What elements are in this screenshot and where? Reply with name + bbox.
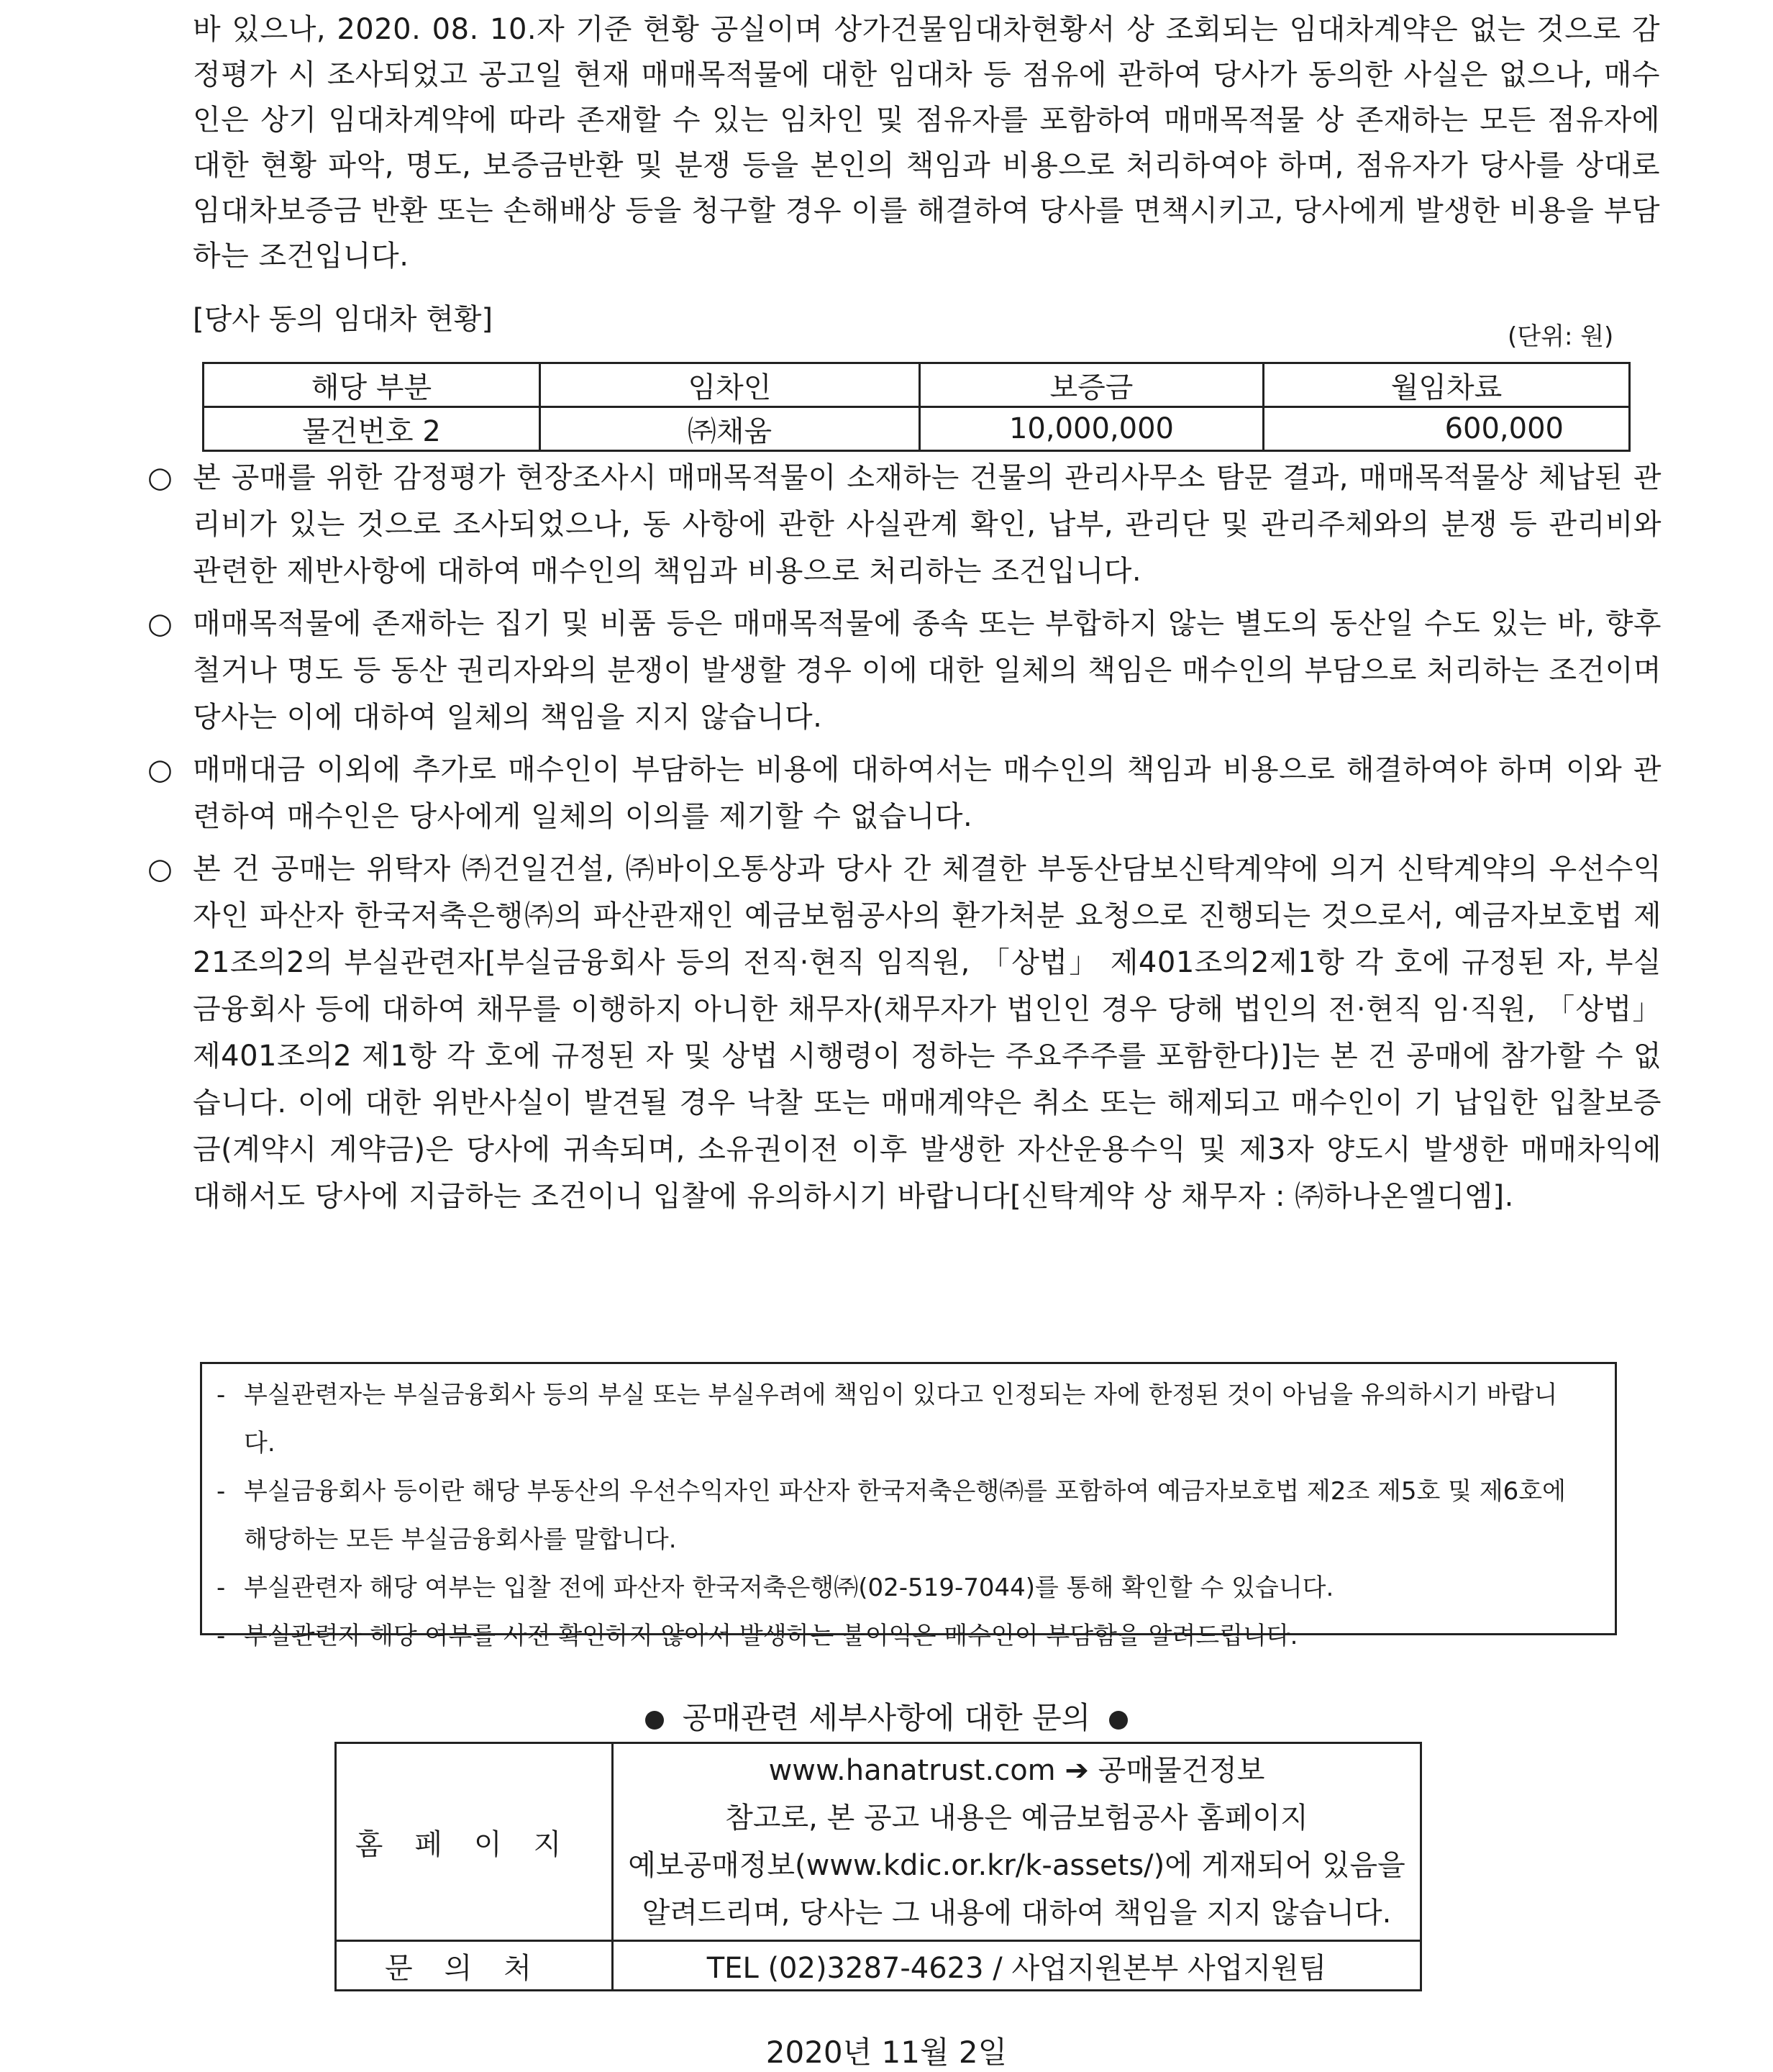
homepage-note-line: 예보공매정보(www.kdic.or.kr/k-assets/)에 게재되어 있음을	[628, 1849, 1405, 1882]
unit-label: (단위: 원)	[1508, 322, 1614, 351]
dash-bullet: -	[217, 1622, 226, 1650]
table-cell: 10,000,000	[920, 407, 1264, 451]
contact-table	[334, 1742, 1422, 1991]
contact-row	[336, 1941, 1421, 1991]
note-item	[217, 1564, 1572, 1612]
dash-bullet: -	[217, 1381, 226, 1409]
lease-table	[202, 362, 1631, 452]
table-row	[204, 407, 1630, 451]
circle-bullet-icon: ○	[147, 753, 173, 786]
homepage-link[interactable]: www.hanatrust.com ➔ 공매물건정보	[768, 1754, 1265, 1787]
homepage-info-cell	[613, 1743, 1421, 1941]
homepage-row	[336, 1743, 1421, 1941]
note-item	[217, 1612, 1572, 1660]
condition-list	[147, 455, 1662, 1226]
document-date: 2020년 11월 2일	[765, 2035, 1008, 2070]
list-item	[147, 747, 1662, 840]
note-text: 부실관련자 해당 여부를 사전 확인하지 않아서 발생하는 불이익은 매수인이 부담함을 알려드립니다.	[244, 1622, 1298, 1650]
list-item-text: 본 공매를 위한 감정평가 현장조사시 매매목적물이 소재하는 건물의 관리사무소 탐문 결과, 매매목적물상 체납된 관리비가 있는 것으로 조사되었으나, 동 사항에 관한 사실관계 확인, 납부, 관리단 및 관리주체와의 분쟁 등 관리비와 관련한 제반사항에 대하여 매수인의 책임과 비용으로 처리하는 조건입니다.	[193, 461, 1662, 588]
homepage-note-line: 참고로, 본 공고 내용은 예금보험공사 홈페이지	[725, 1801, 1308, 1835]
list-item-text: 매매목적물에 존재하는 집기 및 비품 등은 매매목적물에 종속 또는 부합하지 않는 별도의 동산일 수도 있는 바, 향후 철거나 명도 등 동산 권리자와의 분쟁이 발생할 경우 이에 대한 일체의 책임은 매수인의 부담으로 처리하는 조건이며 당사는 이에 대하여 일체의 책임을 지지 않습니다.	[193, 607, 1662, 734]
homepage-label: 홈페이지	[355, 1827, 593, 1861]
inquiry-title-text: 공매관련 세부사항에 대한 문의	[682, 1700, 1091, 1735]
contact-label-cell	[336, 1941, 613, 1991]
notice-box	[200, 1362, 1617, 1650]
circle-bullet-icon: ○	[147, 607, 173, 640]
note-item	[217, 1371, 1572, 1468]
lease-section-heading: [당사 동의 임대차 현황]	[193, 303, 493, 336]
list-item	[147, 846, 1662, 1220]
table-cell: 600,000	[1264, 407, 1630, 451]
contact-label: 문의처	[385, 1951, 563, 1985]
table-cell: ㈜채움	[540, 407, 920, 451]
note-item	[217, 1468, 1572, 1564]
homepage-label-cell	[336, 1743, 613, 1941]
circle-bullet-icon: ○	[147, 461, 173, 494]
note-text: 부실관련자 해당 여부는 입찰 전에 파산자 한국저축은행㈜(02-519-7044)를 통해 확인할 수 있습니다.	[244, 1573, 1334, 1602]
dash-bullet: -	[217, 1573, 226, 1602]
homepage-note-line: 알려드리며, 당사는 그 내용에 대하여 책임을 지지 않습니다.	[642, 1896, 1392, 1930]
list-item-text: 본 건 공매는 위탁자 ㈜건일건설, ㈜바이오통상과 당사 간 체결한 부동산담보신탁계약에 의거 신탁계약의 우선수익자인 파산자 한국저축은행㈜의 파산관재인 예금보험공사의 환가처분 요청으로 진행되는 것으로서, 예금자보호법 제21조의2의 부실관련자[부실금융회사 등의 전직·현직 임직원, 「상법」 제401조의2제1항 각 호에 규정된 자, 부실금융회사 등에 대하여 채무를 이행하지 아니한 채무자(채무자가 법인인 경우 당해 법인의 전·현직 임·직원, 「상법」제401조의2 제1항 각 호에 규정된 자 및 상법 시행령이 정하는 주요주주를 포함한다)]는 본 건 공매에 참가할 수 없습니다. 이에 대한 위반사실이 발견될 경우 낙찰 또는 매매계약은 취소 또는 해제되고 매수인이 기 납입한 입찰보증금(계약시 계약금)은 당사에 귀속되며, 소유권이전 이후 발생한 자산운용수익 및 제3자 양도시 발생한 매매차익에 대해서도 당사에 지급하는 조건이니 입찰에 유의하시기 바랍니다[신탁계약 상 채무자 : ㈜하나온엘디엠].	[193, 853, 1662, 1213]
bullet-dot-icon	[1109, 1711, 1128, 1730]
header-cell: 임차인	[540, 363, 920, 407]
list-item	[147, 601, 1662, 741]
inquiry-title	[0, 1694, 1773, 1737]
header-cell: 해당 부분	[204, 363, 540, 407]
circle-bullet-icon: ○	[147, 853, 173, 886]
header-cell: 월임차료	[1264, 363, 1630, 407]
list-item-text: 매매대금 이외에 추가로 매수인이 부담하는 비용에 대하여서는 매수인의 책임과 비용으로 해결하여야 하며 이와 관련하여 매수인은 당사에게 일체의 이의를 제기할 수 없습니다.	[193, 753, 1662, 833]
note-text: 부실관련자는 부실금융회사 등의 부실 또는 부실우려에 책임이 있다고 인정되는 자에 한정된 것이 아님을 유의하시기 바랍니다.	[244, 1381, 1558, 1458]
dash-bullet: -	[217, 1477, 226, 1506]
table-header-row	[204, 363, 1630, 407]
intro-paragraph: 바 있으나, 2020. 08. 10.자 기준 현황 공실이며 상가건물임대차현황서 상 조회되는 임대차계약은 없는 것으로 감정평가 시 조사되었고 공고일 현재 매매목적물에 대한 임대차 등 점유에 관하여 당사가 동의한 사실은 없으나, 매수인은 상기 임대차계약에 따라 존재할 수 있는 임차인 및 점유자를 포함하여 매매목적물 상 존재하는 모든 점유자에 대한 현황 파악, 명도, 보증금반환 및 분쟁 등을 본인의 책임과 비용으로 처리하여야 하며, 점유자가 당사를 상대로 임대차보증금 반환 또는 손해배상 등을 청구할 경우 이를 해결하여 당사를 면책시키고, 당사에게 발생한 비용을 부담하는 조건입니다.	[193, 13, 1660, 273]
contact-value: TEL (02)3287-4623 / 사업지원본부 사업지원팀	[613, 1941, 1421, 1991]
list-item	[147, 455, 1662, 595]
table-cell: 물건번호 2	[204, 407, 540, 451]
bullet-dot-icon	[645, 1711, 664, 1730]
note-text: 부실금융회사 등이란 해당 부동산의 우선수익자인 파산자 한국저축은행㈜를 포함하여 예금자보호법 제2조 제5호 및 제6호에 해당하는 모든 부실금융회사를 말합니다.	[244, 1477, 1566, 1554]
header-cell: 보증금	[920, 363, 1264, 407]
